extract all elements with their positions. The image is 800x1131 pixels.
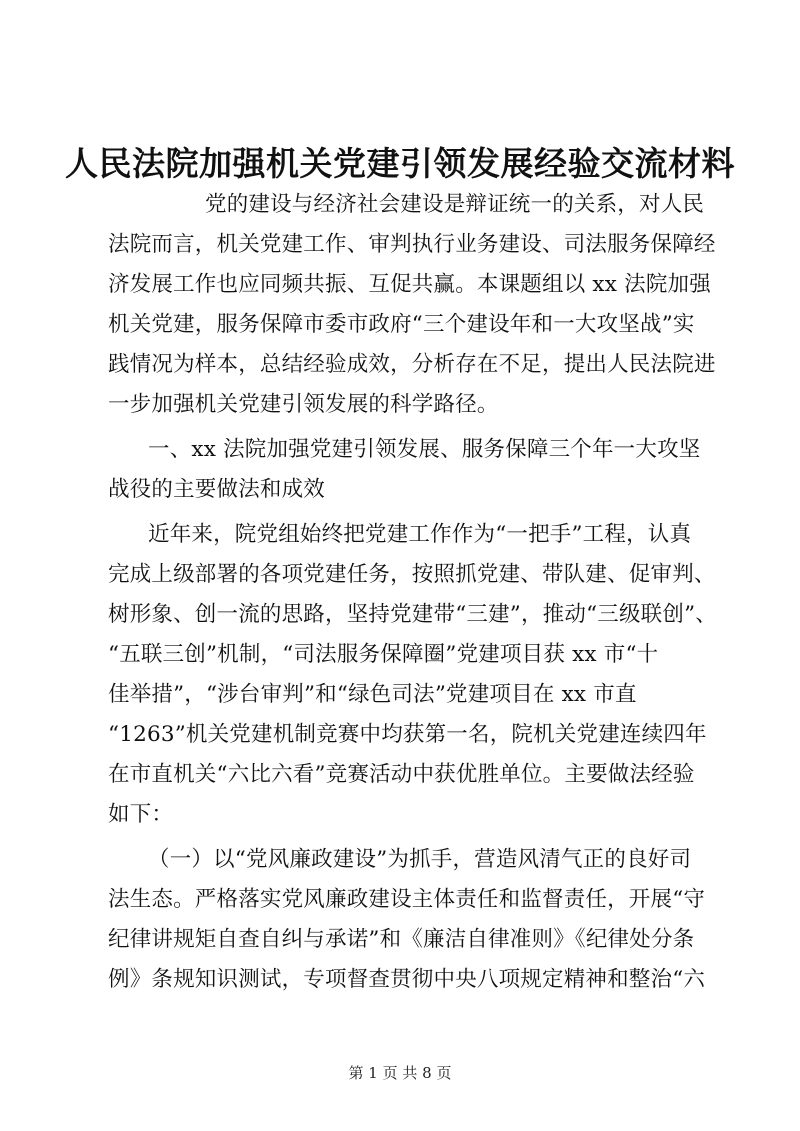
paragraph-line: “1263”机关党建机制竞赛中均获第一名，院机关党建连续四年	[108, 722, 707, 747]
paragraph-line: 践情况为样本，总结经验成效，分析存在不足，提出人民法院进	[108, 352, 716, 377]
paragraph-line: 在市直机关“六比六看”竞赛活动中获优胜单位。主要做法经验	[108, 762, 695, 787]
paragraph-line: 法院而言，机关党建工作、审判执行业务建设、司法服务保障经	[108, 232, 716, 257]
paragraph-line: 机关党建，服务保障市委市政府“三个建设年和一大攻坚战”实	[108, 312, 695, 337]
paragraph-line: 树形象、创一流的思路，坚持党建带“三建”，推动“三级联创”、	[108, 602, 717, 627]
section-heading-line: 战役的主要做法和成效	[108, 477, 326, 502]
paragraph-line: 例》条规知识测试，专项督查贯彻中央八项规定精神和整治“六	[108, 967, 706, 992]
paragraph-line: 济发展工作也应同频共振、互促共赢。本课题组以 xx 法院加强	[108, 272, 711, 297]
paragraph-line: 党的建设与经济社会建设是辩证统一的关系，对人民	[205, 192, 705, 217]
document-title: 人民法院加强机关党建引领发展经验交流材料	[65, 144, 735, 183]
paragraph-line: 近年来，院党组始终把党建工作作为“一把手”工程，认真	[148, 522, 692, 547]
paragraph-line: “五联三创”机制，“司法服务保障圈”党建项目获 xx 市“十	[108, 642, 659, 667]
paragraph-line: （一）以“党风廉政建设”为抓手，营造风清气正的良好司	[148, 847, 692, 872]
section-heading-line: 一、xx 法院加强党建引领发展、服务保障三个年一大攻坚	[148, 437, 701, 462]
paragraph-line: 如下：	[108, 802, 174, 827]
paragraph-line: 佳举措”，“涉台审判”和“绿色司法”党建项目在 xx 市直	[108, 682, 637, 707]
paragraph-line: 完成上级部署的各项党建任务，按照抓党建、带队建、促审判、	[108, 562, 716, 587]
paragraph-line: 纪律讲规矩自查自纠与承诺”和《廉洁自律准则》《纪律处分条	[108, 927, 695, 952]
paragraph-line: 一步加强机关党建引领发展的科学路径。	[108, 392, 499, 417]
page-number: 第 1 页 共 8 页	[348, 1064, 452, 1082]
paragraph-line: 法生态。严格落实党风廉政建设主体责任和监督责任，开展“守	[108, 887, 706, 912]
